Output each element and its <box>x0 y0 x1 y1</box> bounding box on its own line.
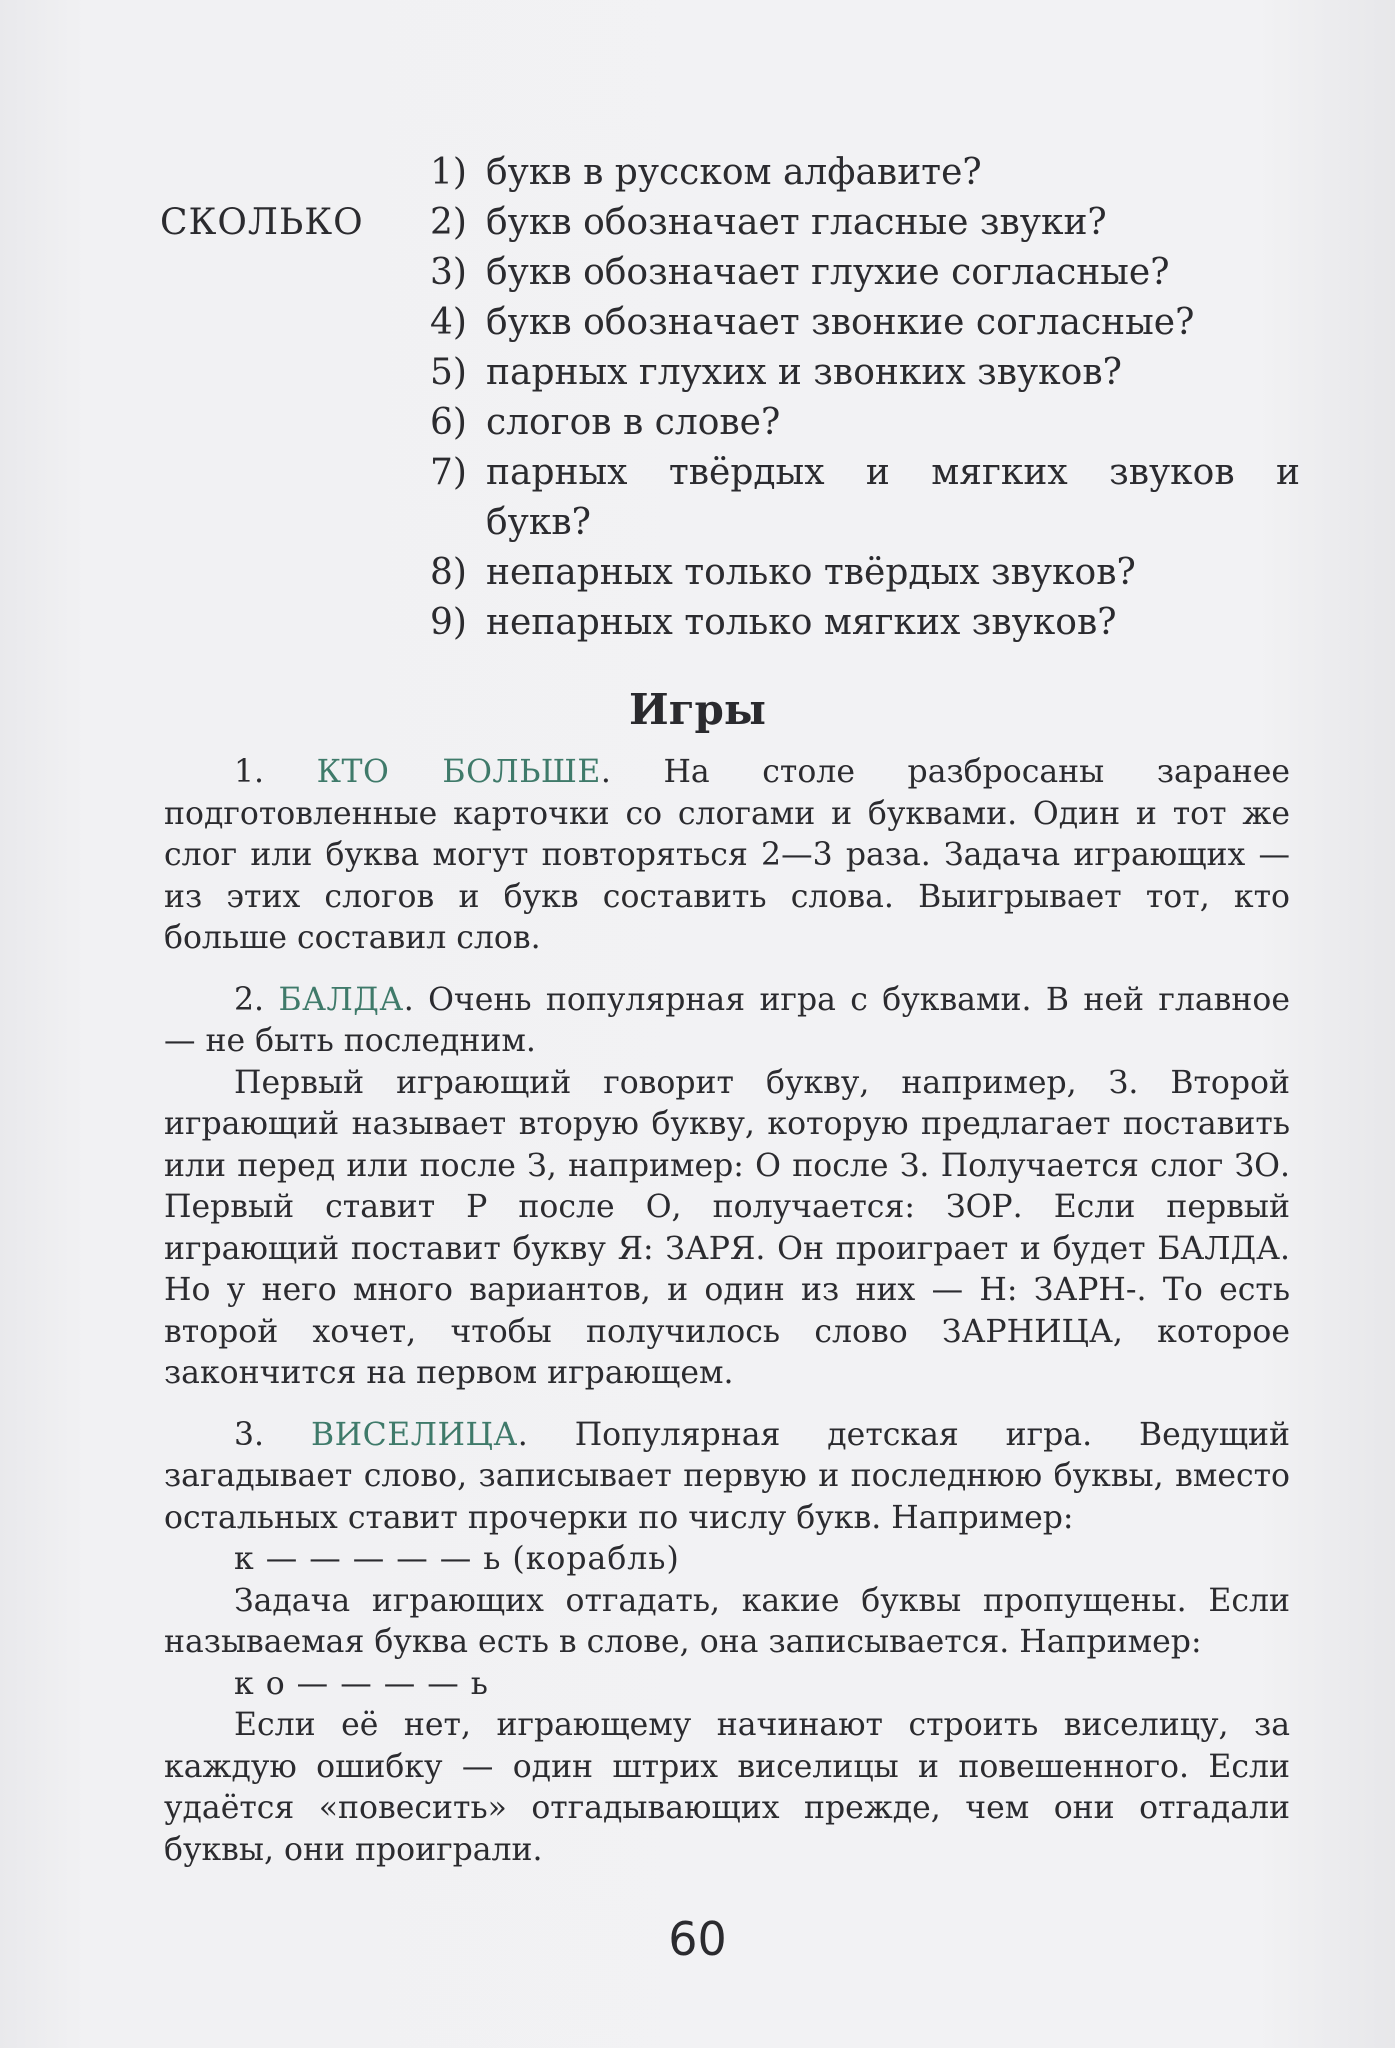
game-3-rules: Задача играющих отгадать, какие буквы пропущены. Если называемая буква есть в слове, она записывается. Например: <box>164 1582 1290 1660</box>
question-number: 3) <box>430 252 467 293</box>
question-text: букв обозначает глухие согласные? <box>486 252 1170 293</box>
question-text: парных глухих и звонких звуков? <box>486 352 1122 393</box>
game-description: . Очень популярная игра с буквами. В ней главное — не быть последним. <box>164 981 1290 1059</box>
game-number: 3. <box>234 1416 265 1453</box>
game-2-paragraph <box>164 980 1290 1063</box>
game-name: ВИСЕЛИЦА <box>310 1416 518 1453</box>
question-item <box>430 598 1300 648</box>
questions-list <box>430 148 1300 648</box>
question-number: 5) <box>430 352 467 393</box>
question-item <box>430 398 1300 448</box>
question-text: слогов в слове? <box>486 402 781 443</box>
question-text: непарных только твёрдых звуков? <box>486 552 1136 593</box>
question-item <box>430 298 1300 348</box>
question-number: 8) <box>430 552 467 593</box>
game-number: 2. <box>234 981 265 1018</box>
question-item <box>430 148 1300 198</box>
game-number: 1. <box>234 754 265 790</box>
page-number: 60 <box>668 1912 727 1966</box>
game-description: . На столе разбросаны заранее подготовленные карточки со слогами и буквами. Один и тот же слог или буква могут повторяться 2—3 раза. Задача играющих — из этих слогов и букв составить слова. Выигрывает тот, кто больше составил слов. <box>164 754 1290 956</box>
question-number: 9) <box>430 602 467 643</box>
question-number: 1) <box>430 152 467 193</box>
game-3-paragraph <box>164 1415 1290 1540</box>
question-text: непарных только мягких звуков? <box>486 602 1117 643</box>
question-text: букв обозначает звонкие согласные? <box>486 302 1195 343</box>
question-item <box>430 248 1300 298</box>
question-number: 7) <box>430 452 467 493</box>
section-title: Игры <box>629 685 766 734</box>
game-description: . Популярная детская игра. Ведущий загадывает слово, записывает первую и последнюю буквы, вместо остальных ставит прочерки по числу букв. Например: <box>164 1416 1290 1536</box>
game-name: БАЛДА <box>278 981 404 1018</box>
game-2-rules: Первый играющий говорит букву, например, З. Второй играющий называет вторую букву, которую предлагает поставить или перед или после З, например: О после З. Получается слог ЗО. Первый ставит Р после О, получается: ЗОР. Если первый играющий поставит букву Я: ЗАРЯ. Он проиграет и будет БАЛДА. Но у него много вариантов, и один из них — Н: ЗАРН-. То есть второй хочет, чтобы получилось слово ЗАРНИЦА, которое закончится на первом играющем. <box>164 1064 1290 1391</box>
question-text: букв обозначает гласные звуки? <box>486 202 1107 243</box>
games-section <box>164 752 1290 1871</box>
game-1-paragraph <box>164 752 1290 960</box>
example-word-blank: к — — — — — ь (корабль) <box>234 1541 680 1577</box>
question-item <box>430 198 1300 248</box>
question-number: 2) <box>430 202 467 243</box>
question-text: букв в русском алфавите? <box>486 152 982 193</box>
question-item <box>430 348 1300 398</box>
question-number: 6) <box>430 402 467 443</box>
game-name: КТО БОЛЬШЕ <box>316 754 601 790</box>
questions-lead-word: СКОЛЬКО <box>160 202 364 243</box>
question-item <box>430 548 1300 598</box>
question-text: парных твёрдых и мягких звуков и букв? <box>486 452 1300 543</box>
question-number: 4) <box>430 302 467 343</box>
question-item <box>430 448 1300 548</box>
game-3-outcome: Если её нет, играющему начинают строить виселицу, за каждую ошибку — один штрих виселицы и повешенного. Если удаётся «повесить» отгадывающих прежде, чем они отгадали буквы, они проиграли. <box>164 1707 1290 1868</box>
example-word-partial: к о — — — — ь <box>234 1665 489 1702</box>
